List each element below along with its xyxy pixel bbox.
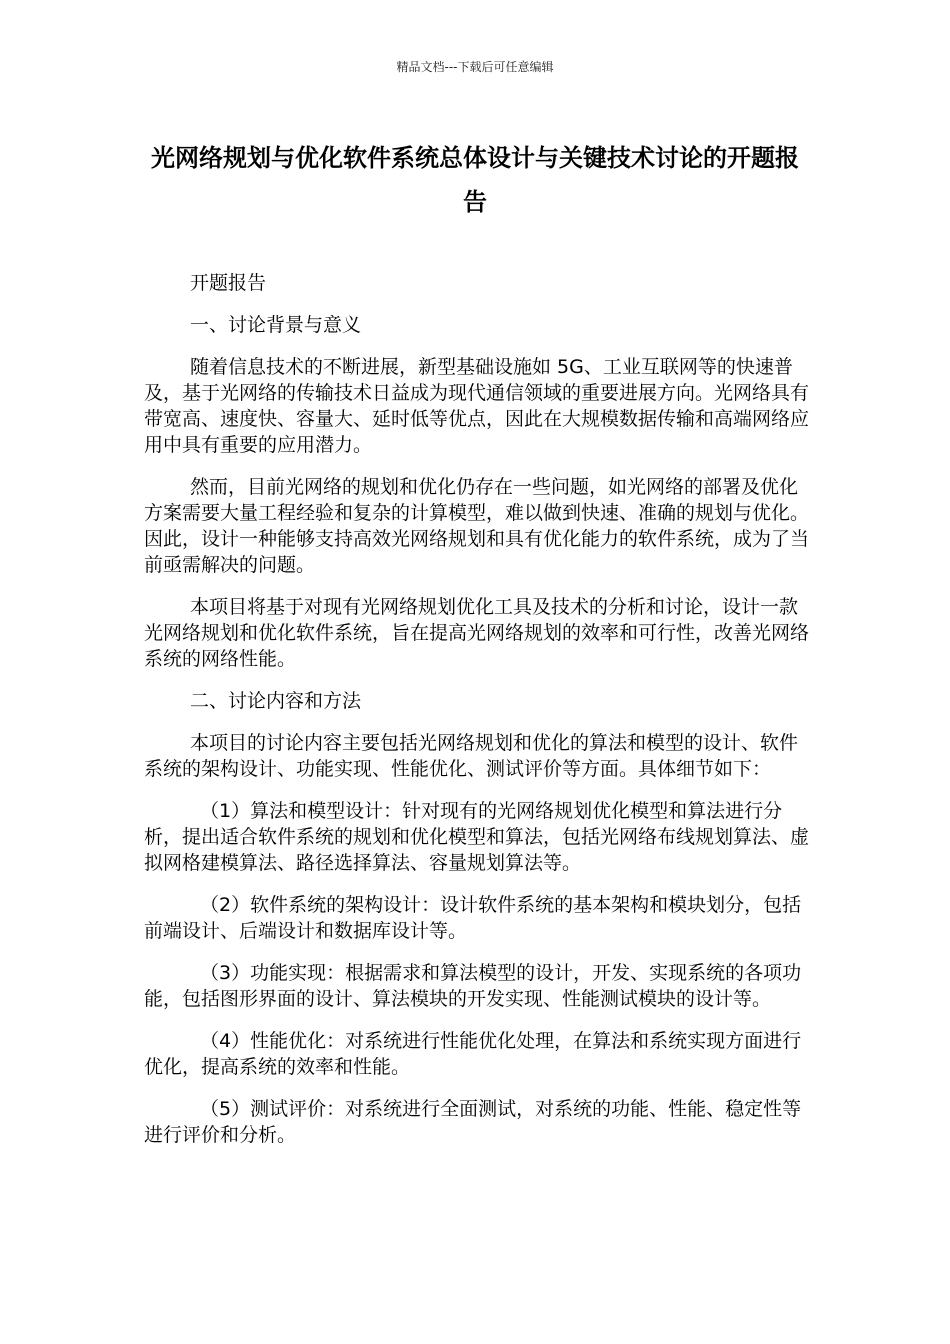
section-heading-background: 一、讨论背景与意义 [190, 314, 362, 336]
paragraph-background-1: 随着信息技术的不断进展，新型基础设施如 5G、工业互联网等的快速普及，基于光网络的传输技术日益成为现代通信领域的重要进展方向。光网络具有带宽高、速度快、容量大、延时低等优点，因此在大规模数据传输和高端网络应用中具有重要的应用潜力。 [144, 356, 810, 456]
list-item-algorithm-design: （1）算法和模型设计：针对现有的光网络规划优化模型和算法进行分析，提出适合软件系统的规划和优化模型和算法，包括光网络布线规划算法、虚拟网格建模算法、路径选择算法、容量规划算法等。 [144, 800, 810, 874]
list-item-function-implementation: （3）功能实现：根据需求和算法模型的设计，开发、实现系统的各项功能，包括图形界面的设计、算法模块的开发实现、性能测试模块的设计等。 [144, 962, 802, 1010]
section-heading-content-methods: 二、讨论内容和方法 [190, 690, 362, 712]
paragraph-background-2: 然而，目前光网络的规划和优化仍存在一些问题，如光网络的部署及优化方案需要大量工程经验和复杂的计算模型，难以做到快速、准确的规划与优化。因此，设计一种能够支持高效光网络规划和具有优化能力的软件系统，成为了当前亟需解决的问题。 [144, 476, 810, 576]
document-title: 光网络规划与优化软件系统总体设计与关键技术讨论的开题报告 [151, 144, 799, 216]
list-item-testing-evaluation: （5）测试评价：对系统进行全面测试，对系统的功能、性能、稳定性等进行评价和分析。 [144, 1098, 802, 1146]
document-body [144, 270, 810, 1164]
list-item-performance-optimization: （4）性能优化：对系统进行性能优化处理，在算法和系统实现方面进行优化，提高系统的效率和性能。 [144, 1030, 802, 1078]
section-label-kaiti: 开题报告 [190, 272, 267, 294]
list-item-architecture-design: （2）软件系统的架构设计：设计软件系统的基本架构和模块划分，包括前端设计、后端设计和数据库设计等。 [144, 894, 802, 942]
paragraph-content-intro: 本项目的讨论内容主要包括光网络规划和优化的算法和模型的设计、软件系统的架构设计、功能实现、性能优化、测试评价等方面。具体细节如下： [144, 732, 799, 780]
page-header-note: 精品文档---下载后可任意编辑 [396, 60, 554, 74]
paragraph-background-3: 本项目将基于对现有光网络规划优化工具及技术的分析和讨论，设计一款光网络规划和优化软件系统，旨在提高光网络规划的效率和可行性，改善光网络系统的网络性能。 [144, 596, 810, 670]
